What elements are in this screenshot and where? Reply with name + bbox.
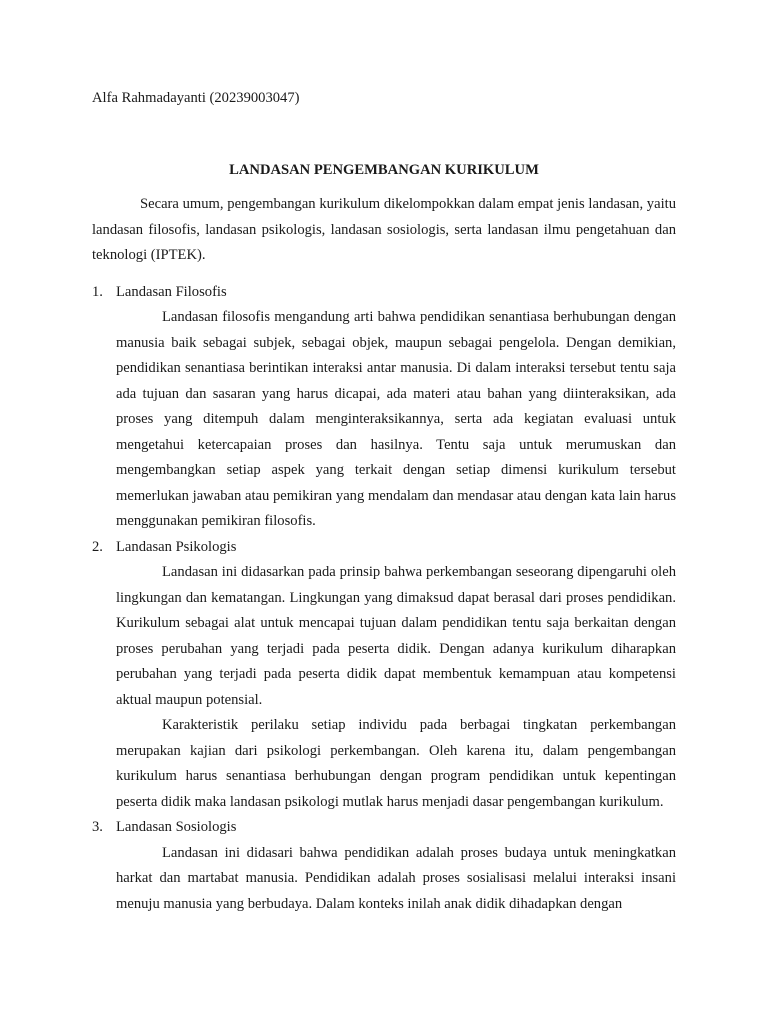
section-heading: Landasan Psikologis [116,538,237,555]
intro-paragraph: Secara umum, pengembangan kurikulum dikelompokkan dalam empat jenis landasan, yaitu landasan filosofis, landasan psikologis, landasan sosiologis, serta landasan ilmu pengetahuan dan teknologi (IPTEK). [92,196,676,263]
section-list [92,280,676,918]
section-item [92,815,676,917]
section-number: 3. [92,819,103,835]
document-title: LANDASAN PENGEMBANGAN KURIKULUM [229,162,539,178]
section-paragraph: Landasan ini didasari bahwa pendidikan adalah proses budaya untuk meningkatkan harkat dan martabat manusia. Pendidikan adalah proses sosialisasi melalui interaksi insani menuju manusia yang berbudaya. Dalam konteks inilah anak didik dihadapkan dengan [116,844,676,912]
author-line: Alfa Rahmadayanti (20239003047) [92,90,300,106]
section-number: 2. [92,538,103,555]
section-item [92,280,676,535]
section-paragraph: Karakteristik perilaku setiap individu pada berbagai tingkatan perkembangan merupakan kajian dari psikologi perkembangan. Oleh karena itu, dalam pengembangan kurikulum harus senantiasa berhubungan dengan program pendidikan untuk kepentingan peserta didik maka landasan psikologi mutlak harus menjadi dasar pengembangan kurikulum. [116,717,676,810]
section-number: 1. [92,283,103,300]
section-heading: Landasan Sosiologis [116,819,237,835]
section-paragraph: Landasan ini didasarkan pada prinsip bahwa perkembangan seseorang dipengaruhi oleh lingkungan dan kematangan. Lingkungan yang dimaksud dapat berasal dari proses pendidikan. Kurikulum sebagai alat untuk mencapai tujuan dalam pendidikan tentu saja berkaitan dengan proses perubahan yang terjadi pada peserta didik. Dengan adanya kurikulum diharapkan perubahan yang terjadi pada peserta didik dapat membentuk kemampuan atau kompetensi aktual maupun potensial. [116,564,676,708]
section-item [92,535,676,816]
section-heading: Landasan Filosofis [116,283,227,300]
section-paragraph: Landasan filosofis mengandung arti bahwa pendidikan senantiasa berhubungan dengan manusia baik sebagai subjek, sebagai objek, maupun sebagai pengelola. Dengan demikian, pendidikan senantiasa berintikan interaksi antar manusia. Di dalam interaksi tersebut tentu saja ada tujuan dan sasaran yang harus dicapai, ada materi atau bahan yang diinteraksikan, ada proses yang ditempuh dalam menginteraksikannya, serta ada kegiatan evaluasi untuk mengetahui ketercapaian proses dan hasilnya. Tentu saja untuk merumuskan dan mengembangkan setiap aspek yang terkait dengan setiap dimensi kurikulum tersebut memerlukan jawaban atau pemikiran yang mendalam dan mendasar atau dengan kata lain harus menggunakan pemikiran filosofis. [116,309,676,529]
